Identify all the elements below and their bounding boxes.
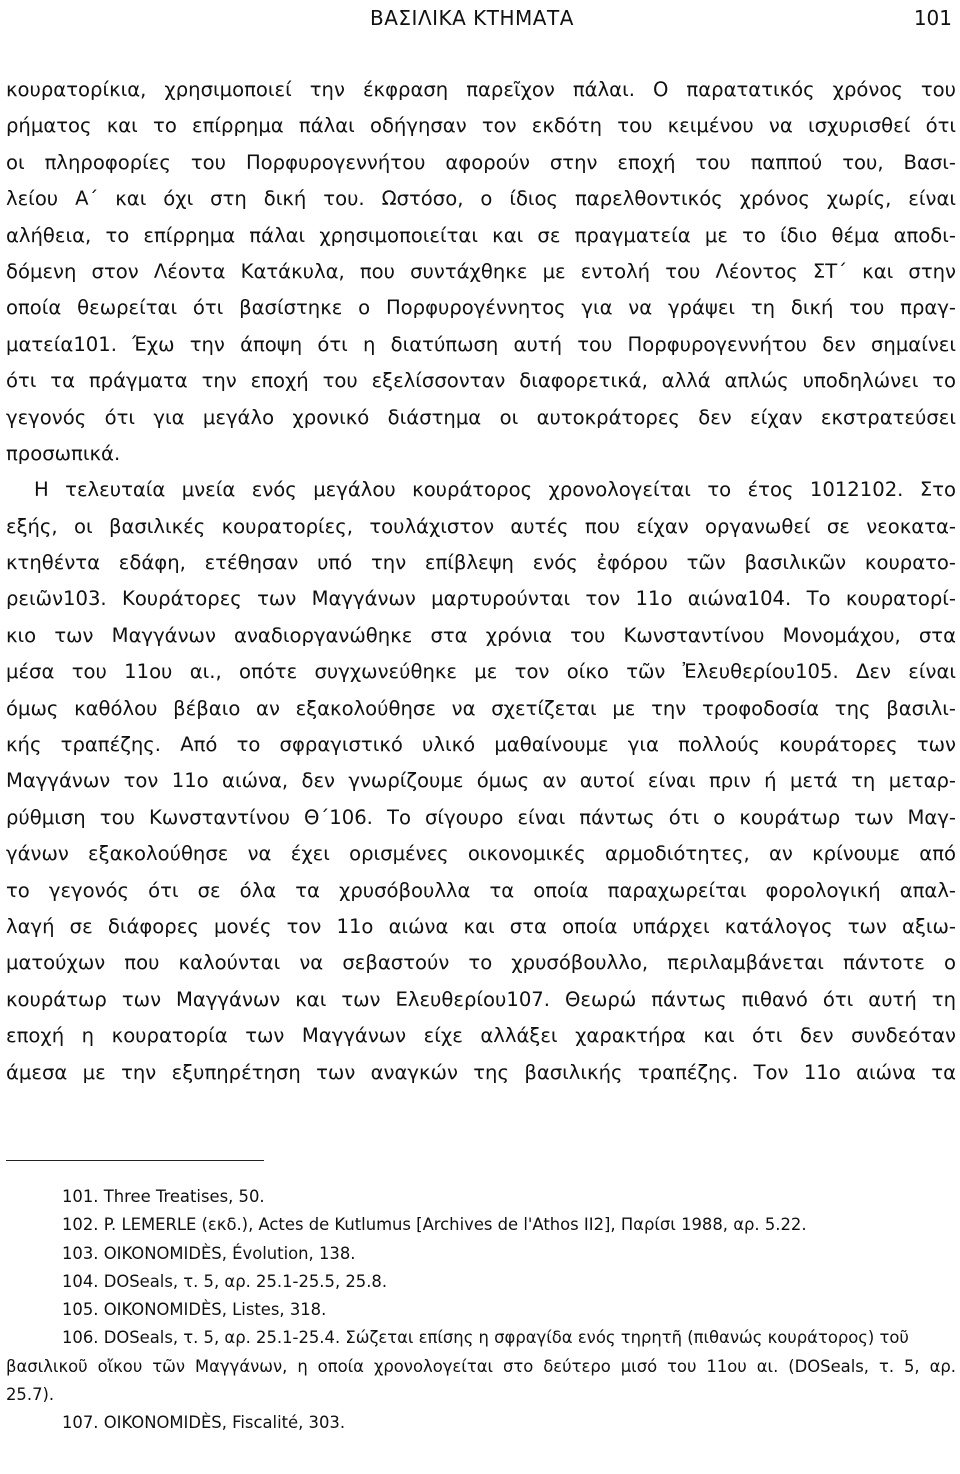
footnote-continuation: 25.7).	[6, 1385, 55, 1405]
text-line: γάνων εξακολούθησε να έχει ορισμένες οικονομικές αρμοδιότητες, αν κρίνουμε από	[6, 842, 956, 866]
text-line: οποία θεωρείται ότι βασίστηκε ο Πορφυρογέννητος για να γράψει τη δική του πραγ-	[6, 296, 956, 320]
text-line: εποχή η κουρατορία των Μαγγάνων είχε αλλάξει χαρακτήρα και ότι δεν συνδεόταν	[6, 1024, 956, 1048]
text-line: εξής, οι βασιλικές κουρατορίες, τουλάχιστον αυτές που είχαν οργανωθεί σε νεοκατα-	[6, 514, 956, 538]
text-line: κουρατορίκια, χρησιμοποιεί την έκφραση παρεῖχον πάλαι. Ο παρατατικός χρόνος του	[6, 78, 956, 101]
text-line: κιο των Μαγγάνων αναδιοργανώθηκε στα χρόνια του Κωνσταντίνου Μονομάχου, στα	[6, 623, 956, 647]
footnote: 102. P. LEMERLE (εκδ.), Actes de Kutlumus [Archives de l'Athos II2], Παρίσι 1988, αρ. 5.22.	[62, 1215, 807, 1235]
footnote: 101. Three Treatises, 50.	[62, 1187, 265, 1206]
footnote-divider	[6, 1160, 264, 1161]
text-line: ρειῶν103. Κουράτορες των Μαγγάνων μαρτυρούνται τον 11ο αιώνα104. Το κουρατορί-	[6, 587, 956, 611]
text-line: λείου Α΄ και όχι στη δική του. Ωστόσο, ο ίδιος παρελθοντικός χρόνος χωρίς, είναι	[6, 187, 956, 211]
text-line: ότι τα πράγματα την εποχή του εξελίσσονταν διαφορετικά, αλλά απλώς υποδηλώνει το	[6, 369, 956, 393]
running-head: ΒΑΣΙΛΙΚΑ ΚΤΗΜΑΤΑ	[370, 6, 574, 30]
text-line: ρύθμιση του Κωνσταντίνου Θ΄106. Το σίγουρο είναι πάντως ότι ο κουράτωρ των Μαγ-	[6, 805, 956, 829]
text-line: προσωπικά.	[6, 441, 121, 465]
text-line: ρήματος και το επίρρημα πάλαι οδήγησαν τον εκδότη του κειμένου να ισχυρισθεί ότι	[6, 114, 956, 138]
text-line: ματεία101. Έχω την άποψη ότι η διατύπωση αυτή του Πορφυρογεννήτου δεν σημαίνει	[6, 332, 956, 356]
text-line: το γεγονός ότι σε όλα τα χρυσόβουλλα τα οποία παραχωρείται φορολογική απαλ-	[6, 878, 956, 902]
footnote: 105. OIKONOMIDÈS, Listes, 318.	[62, 1300, 327, 1320]
text-line: κής τραπέζης. Από το σφραγιστικό υλικό μαθαίνουμε για πολλούς κουράτορες των	[6, 733, 956, 757]
footnote: 106. DOSeals, τ. 5, αρ. 25.1-25.4. Σώζεται επίσης η σφραγίδα ενός τηρητῆ (πιθανώς κουράτορος) τοῦ	[62, 1328, 909, 1348]
footnote: 104. DOSeals, τ. 5, αρ. 25.1-25.5, 25.8.	[62, 1271, 388, 1291]
text-line: Η τελευταία μνεία ενός μεγάλου κουράτορος χρονολογείται το έτος 1012102. Στο	[34, 478, 956, 502]
text-line: δόμενη στον Λέοντα Κατάκυλα, που συντάχθηκε με εντολή του Λέοντος ΣΤ΄ και στην	[6, 259, 956, 283]
page-number: 101	[913, 6, 952, 30]
text-line: μέσα του 11ου αι., οπότε συγχωνεύθηκε με τον οίκο τῶν Ἐλευθερίου105. Δεν είναι	[6, 660, 956, 684]
text-line: ματούχων που καλούνται να σεβαστούν το χρυσόβουλλο, περιλαμβάνεται πάντοτε ο	[6, 951, 956, 975]
footnote-continuation: βασιλικοῦ οἴκου τῶν Μαγγάνων, η οποία χρονολογείται στο δεύτερο μισό του 11ου αι. (DOSeals, τ. 5, αρ.	[6, 1356, 956, 1376]
text-line: άμεσα με την εξυπηρέτηση των αναγκών της βασιλικής τραπέζης. Τον 11ο αιώνα τα	[6, 1060, 956, 1084]
footnote: 107. OIKONOMIDÈS, Fiscalité, 303.	[62, 1413, 346, 1433]
text-line: Μαγγάνων τον 11ο αιώνα, δεν γνωρίζουμε όμως αν αυτοί είναι πριν ή μετά τη μεταρ-	[6, 769, 956, 793]
text-line: οι πληροφορίες του Πορφυρογεννήτου αφορούν στην εποχή του παππού του, Βασι-	[6, 150, 956, 174]
footnotes	[6, 1183, 956, 1438]
text-line: κτηθέντα εδάφη, ετέθησαν υπό την επίβλεψη ενός ἐφόρου τῶν βασιλικῶν κουρατο-	[6, 551, 956, 575]
main-text	[6, 72, 956, 1091]
text-line: αλήθεια, το επίρρημα πάλαι χρησιμοποιείται και σε πραγματεία με το ίδιο θέμα αποδι-	[6, 223, 956, 247]
footnote: 103. OIKONOMIDÈS, Évolution, 138.	[62, 1243, 356, 1263]
text-line: γεγονός ότι για μεγάλο χρονικό διάστημα οι αυτοκράτορες δεν είχαν εκστρατεύσει	[6, 405, 956, 429]
text-line: όμως καθόλου βέβαιο αν εξακολούθησε να σχετίζεται με την τροφοδοσία της βασιλι-	[6, 696, 956, 720]
page-header	[0, 6, 960, 36]
text-line: λαγή σε διάφορες μονές τον 11ο αιώνα και στα οποία υπάρχει κατάλογος των αξιω-	[6, 914, 956, 938]
text-line: κουράτωρ των Μαγγάνων και των Ελευθερίου107. Θεωρώ πάντως πιθανό ότι αυτή τη	[6, 987, 956, 1011]
